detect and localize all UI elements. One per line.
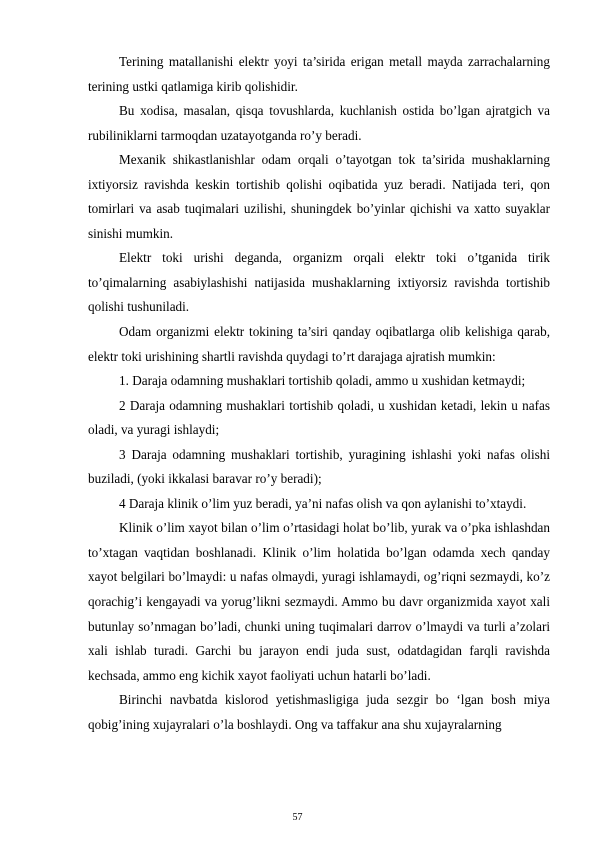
paragraph-oxygen-deficiency: Birinchi navbatda kislorod yetishmasligiga juda sezgir bo ‘lgan bosh miya qobig’ining xujayralari o’la boshlaydi. Ong va taffakur ana shu xujayralarning xyxy=(88,692,550,732)
paragraph-clinical-death: Klinik o’lim xayot bilan o’lim o’rtasidagi holat bo’lib, yurak va o’pka ishlashdan to’xtagan vaqtidan boshlanadi. Klinik o’lim holatida bo’lgan odamda xech qanday xayot belgilari bo’lmaydi: u nafas olmaydi, yuragi ishlamaydi, og’riqni sezmaydi, ko’z qorachig’i kengayadi va yorug’likni sezmaydi. Ammo bu davr organizmida xayot xali butunlay so’nmagan bo’ladi, chunki uning tuqimalari darrov o’lmaydi va turli a’zolari xali ishlab turadi. Garchi bu jarayon endi juda sust, odatdagidan farqli ravishda kechsada, ammo eng kichik xayot faoliyati uchun hatarli bo’ladi. xyxy=(88,520,550,683)
paragraph-shock-degrees-intro: Odam organizmi elektr tokining ta’siri qanday oqibatlarga olib kelishiga qarab, elektr toki urishining shartli ravishda quydagi to’rt darajaga ajratish mumkin: xyxy=(88,324,550,364)
page-number: 57 xyxy=(292,812,303,823)
paragraph-degree-3: 3 Daraja odamning mushaklari tortishib, yuragining ishlashi yoki nafas olishi buziladi, (yoki ikkalasi baravar ro’y beradi); xyxy=(88,446,550,487)
paragraph-degree-2: 2 Daraja odamning mushaklari tortishib qoladi, u xushidan ketadi, lekin u nafas oladi, va yuragi ishlaydi; xyxy=(88,397,550,438)
paragraph-mechanical-injuries: Mexanik shikastlanishlar odam orqali o’tayotgan tok ta’sirida mushaklarning ixtiyorsiz ravishda keskin tortishib qolishi oqibatida yuz beradi. Natijada teri, qon tomirlari va asab tuqimalari uzilishi, shuningdek bo’yinlar qichishi va xatto suyaklar sinishi mumkin. xyxy=(88,152,550,241)
paragraph-degree-1: 1. Daraja odamning mushaklari tortishib qoladi, ammo u xushidan ketmaydi; xyxy=(119,373,526,389)
paragraph-degree-4: 4 Daraja klinik o’lim yuz beradi, ya’ni nafas olish va qon aylanishi to’xtaydi. xyxy=(119,495,527,511)
paragraph-short-circuit: Bu xodisa, masalan, qisqa tovushlarda, kuchlanish ostida bo’lgan ajratgich va rubiliniklarni tarmoqdan uzatayotganda ro’y beradi. xyxy=(88,103,550,143)
page-body xyxy=(88,50,550,737)
paragraph-electric-shock-definition: Elektr toki urishi deganda, organizm orqali elektr toki o’tganida tirik to’qimalarning asabiylashishi natijasida mushaklarning ixtiyorsiz ravishda tortishib qolishi tushuniladi. xyxy=(88,250,550,315)
paragraph-metallization: Terining matallanishi elektr yoyi ta’sirida erigan metall mayda zarrachalarning terining ustki qatlamiga kirib qolishidir. xyxy=(88,54,550,94)
